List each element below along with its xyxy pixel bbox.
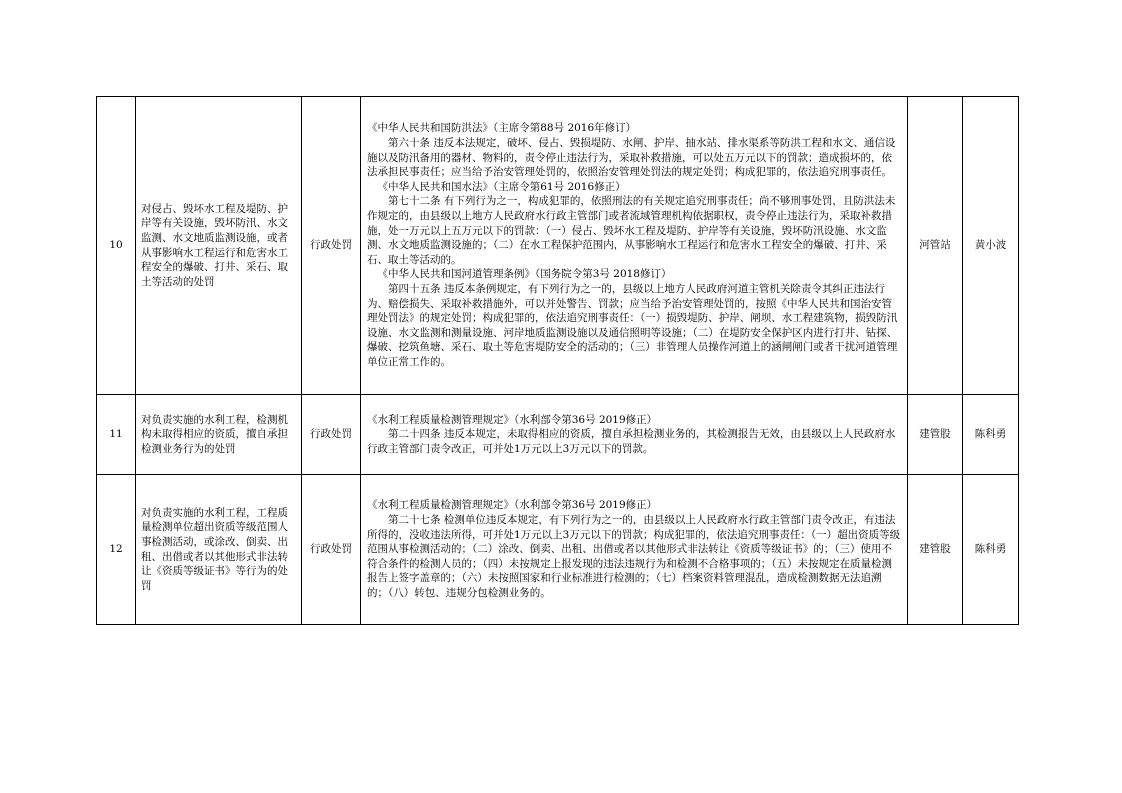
penalty-item: 对负责实施的水利工程，检测机构未取得相应的资质，擅自承担检测业务行为的处罚	[136, 395, 302, 475]
row-number: 10	[97, 97, 136, 395]
table-row	[97, 395, 1019, 475]
responsible-department: 建管股	[908, 475, 963, 625]
row-number: 12	[97, 475, 136, 625]
responsible-department: 建管股	[908, 395, 963, 475]
penalty-type: 行政处罚	[302, 395, 361, 475]
law-title: 《中华人民共和国河道管理条例》（国务院令第3号 2018修订）	[377, 268, 672, 281]
legal-basis	[361, 97, 908, 395]
law-article: 第二十四条 违反本规定，未取得相应的资质，擅自承担检测业务的，其检测报告无效，由县级以上人民政府水行政主管部门责令改正，可并处1万元以上3万元以下的罚款。	[367, 428, 896, 455]
penalty-type: 行政处罚	[302, 97, 361, 395]
law-article: 第四十五条 违反本条例规定，有下列行为之一的，县级以上地方人民政府河道主管机关除责令其纠正违法行为、赔偿损失、采取补救措施外，可以并处警告、罚款；应当给予治安管理处罚的，按照《中华人民共和国治安管理处罚法》的规定处罚；构成犯罪的，依法追究刑事责任：（一）损毁堤防、护岸、闸坝、水工程建筑物，损毁防汛设施、水文监测和测量设施、河岸地质监测设施以及通信照明等设施；（二）在堤防安全保护区内进行打井、钻探、爆破、挖筑鱼塘、采石、取土等危害堤防安全的活动的；（三）非管理人员操作河道上的涵闸闸门或者干扰河道管理单位正常工作的。	[367, 282, 898, 368]
responsible-person: 黄小波	[963, 97, 1019, 395]
law-title: 《中华人民共和国防洪法》（主席令第88号 2016年修订）	[367, 122, 637, 135]
penalty-type: 行政处罚	[302, 475, 361, 625]
law-title: 《中华人民共和国水法》（主席令第61号 2016修正）	[377, 180, 626, 193]
law-title: 《水利工程质量检测管理规定》（水利部令第36号 2019修正）	[367, 499, 658, 512]
law-article: 第六十条 违反本法规定，破坏、侵占、毁损堤防、水闸、护岸、抽水站、排水渠系等防洪工程和水文、通信设施以及防汛备用的器材、物料的，责令停止违法行为，采取补救措施，可以处五万元以下的罚款；造成损坏的，依法承担民事责任；应当给予治安管理处罚的，依照治安管理处罚法的规定处罚；构成犯罪的，依法追究刑事责任。	[367, 137, 896, 179]
legal-basis	[361, 475, 908, 625]
table-row	[97, 97, 1019, 395]
table-row	[97, 475, 1019, 625]
responsible-person: 陈科勇	[963, 395, 1019, 475]
law-title: 《水利工程质量检测管理规定》（水利部令第36号 2019修正）	[367, 413, 658, 426]
legal-basis	[361, 395, 908, 475]
responsible-department: 河管站	[908, 97, 963, 395]
penalty-item: 对负责实施的水利工程，工程质量检测单位超出资质等级范围人事检测活动，或涂改、倒卖、出租、出借或者以其他形式非法转让《资质等级证书》等行为的处罚	[136, 475, 302, 625]
responsible-person: 陈科勇	[963, 475, 1019, 625]
law-article: 第七十二条 有下列行为之一，构成犯罪的，依照刑法的有关规定追究刑事责任；尚不够刑事处罚，且防洪法未作规定的，由县级以上地方人民政府水行政主管部门或者流域管理机构依据职权，责令停止违法行为，采取补救措施，处一万元以上五万元以下的罚款：（一）侵占、毁坏水工程及堤防、护岸等有关设施，毁坏防汛设施、水文监测、水文地质监测设施的；（二）在水工程保护范围内，从事影响水工程运行和危害水工程安全的爆破、打井、采石、取土等活动的。	[367, 195, 896, 266]
penalty-table	[96, 96, 1019, 625]
law-article: 第二十七条 检测单位违反本规定，有下列行为之一的，由县级以上人民政府水行政主管部门责令改正，有违法所得的，没收违法所得，可并处1万元以上3万元以下的罚款；构成犯罪的，依法追究刑事责任：（一）超出资质等级范围从事检测活动的；（二）涂改、倒卖、出租、出借或者以其他形式非法转让《资质等级证书》的；（三）使用不符合条件的检测人员的；（四）未按规定上报发现的违法违规行为和检测不合格事项的；（五）未按规定在质量检测报告上签字盖章的；（六）未按照国家和行业标准进行检测的；（七）档案资料管理混乱，造成检测数据无法追溯的；（八）转包、违规分包检测业务的。	[367, 514, 901, 599]
row-number: 11	[97, 395, 136, 475]
penalty-item: 对侵占、毁坏水工程及堤防、护岸等有关设施，毁坏防汛、水文监测、水文地质监测设施，或者从事影响水工程运行和危害水工程安全的爆破、打井、采石、取土等活动的处罚	[136, 97, 302, 395]
